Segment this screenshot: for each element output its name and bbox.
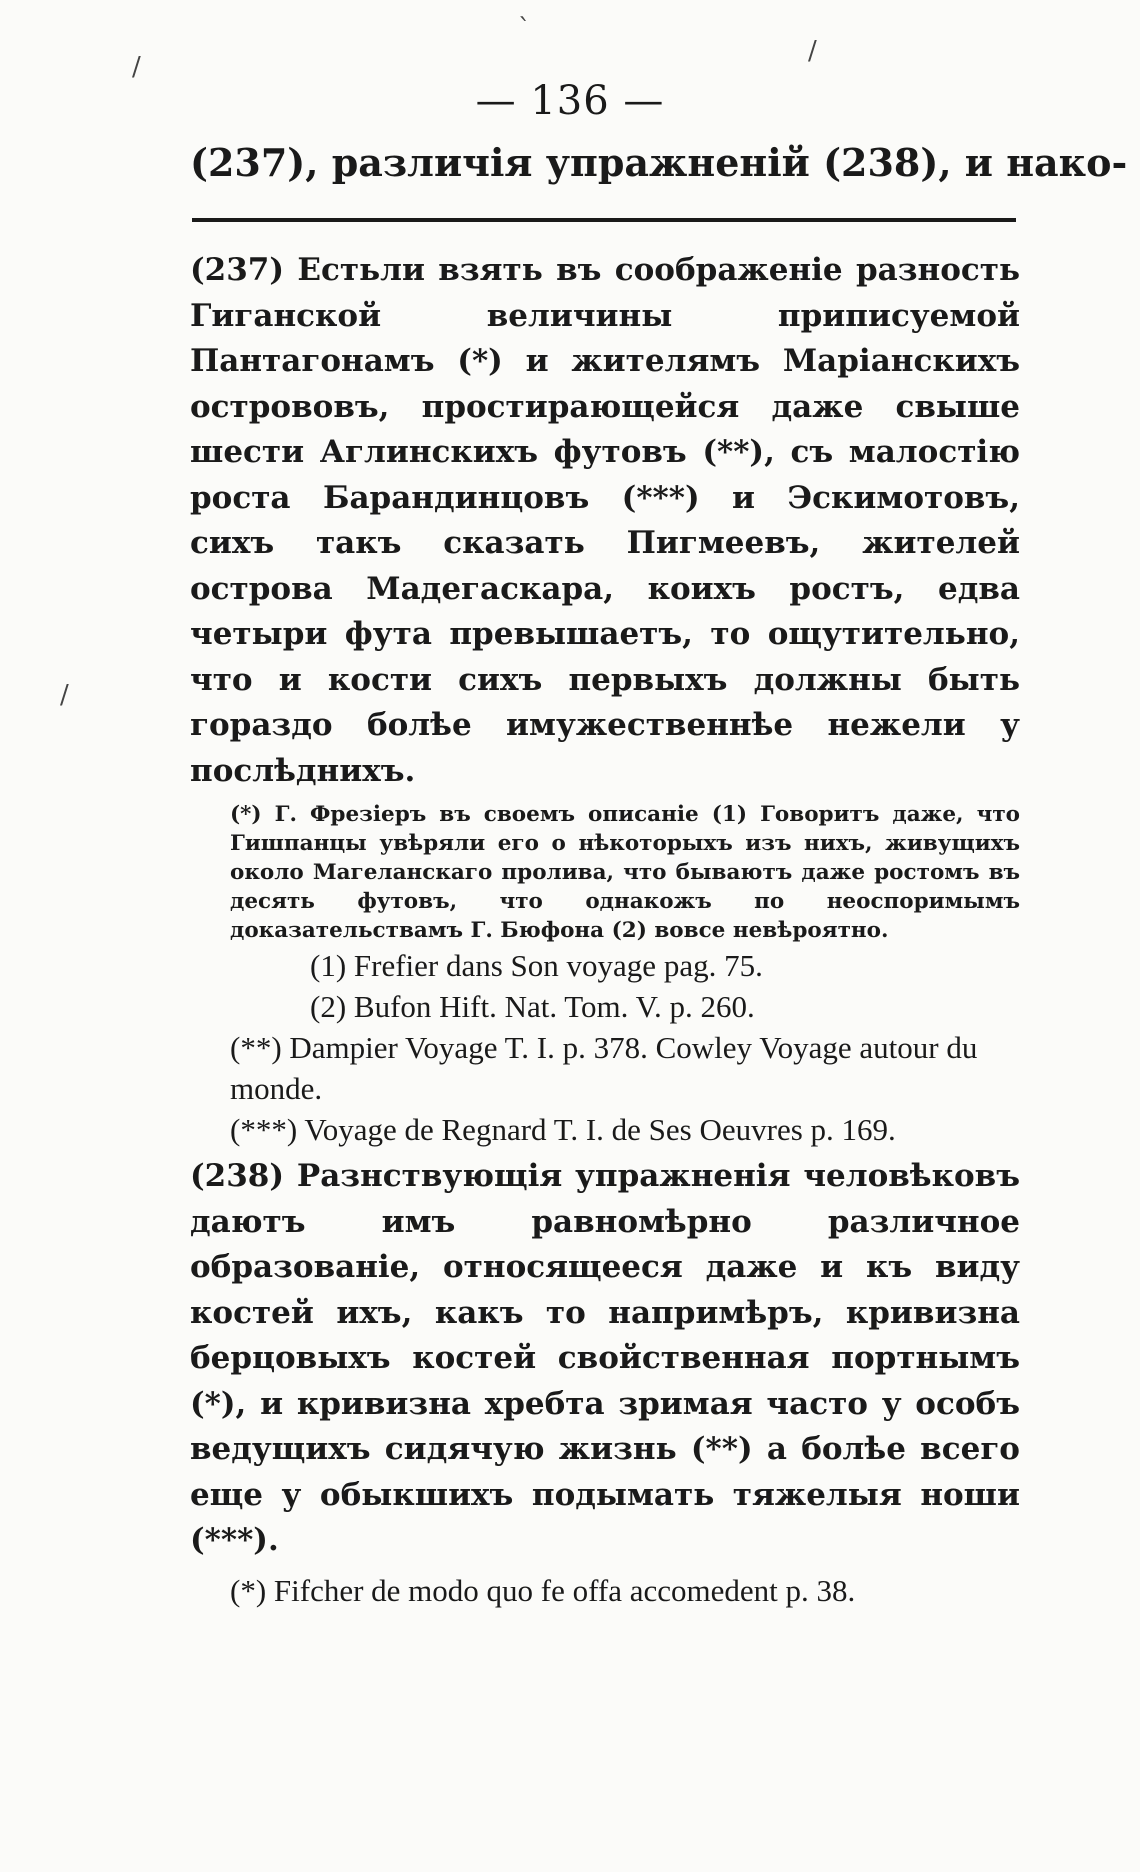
subnote-frezier: (*) Г. Фрезіеръ въ своемъ описаніе (1) Говоритъ даже, что Гишпанцы увѣряли его о нѣкоторыхъ изъ нихъ, живущихъ около Магеланскаго пролива, что бываютъ даже ростомъ въ десять футовъ, что однакожъ по неоспоримымъ доказательствамъ Г. Бюфона (2) вовсе невѣроятно. <box>230 802 1020 943</box>
ref-frezier: (1) Frefier dans Son voyage pag. 75. <box>310 948 763 983</box>
speck-mark: / <box>808 36 817 66</box>
speck-mark: ` <box>518 14 531 44</box>
footnote-divider <box>192 218 1016 222</box>
page-number: — 136 — <box>475 78 665 124</box>
ref-fischer: (*) Fifcher de modo quo fe offa accomedent p. 38. <box>230 1572 856 1608</box>
speck-mark: / <box>132 52 141 82</box>
note-237: (237) Естьли взять въ соображеніе разность Гиганской величины приписуемой Пантагонамъ (*) и жителямъ Маріанскихъ острововъ, простирающейся даже свыше шести Аглинскихъ футовъ (**), съ малостію роста Барандинцовъ (***) и Эскимотовъ, сихъ такъ сказать Пигмеевъ, жителей острова Мадегаскара, коихъ ростъ, едва четыри фута превышаетъ, то ощутительно, что и кости сихъ первыхъ должны быть гораздо болѣе имужественнѣе нежели у послѣднихъ. <box>190 252 1020 789</box>
ref-regnard: (***) Voyage de Regnard T. I. de Ses Oeuvres p. 169. <box>230 1112 896 1147</box>
ref-dampier: (**) Dampier Voyage T. I. p. 378. Cowley Voyage autour du monde. <box>230 1030 978 1106</box>
speck-mark: / <box>60 680 69 710</box>
footnotes-block <box>190 248 1020 1611</box>
note-238: (238) Разнствующія упражненія человѣковъ даютъ имъ равномѣрно различное образованіе, относящееся даже и къ виду костей ихъ, какъ то напримѣръ, кривизна берцовыхъ костей свойственная портнымъ (*), и кривизна хребта зримая часто у особъ ведущихъ сидячую жизнь (**) а болѣе всего еще у обыкшихъ подымать тяжелыя ноши (***). <box>190 1158 1020 1558</box>
ref-bufon: (2) Bufon Hift. Nat. Tom. V. p. 260. <box>310 989 755 1024</box>
running-text-line: (237), различія упражненій (238), и нако- <box>190 140 1128 185</box>
